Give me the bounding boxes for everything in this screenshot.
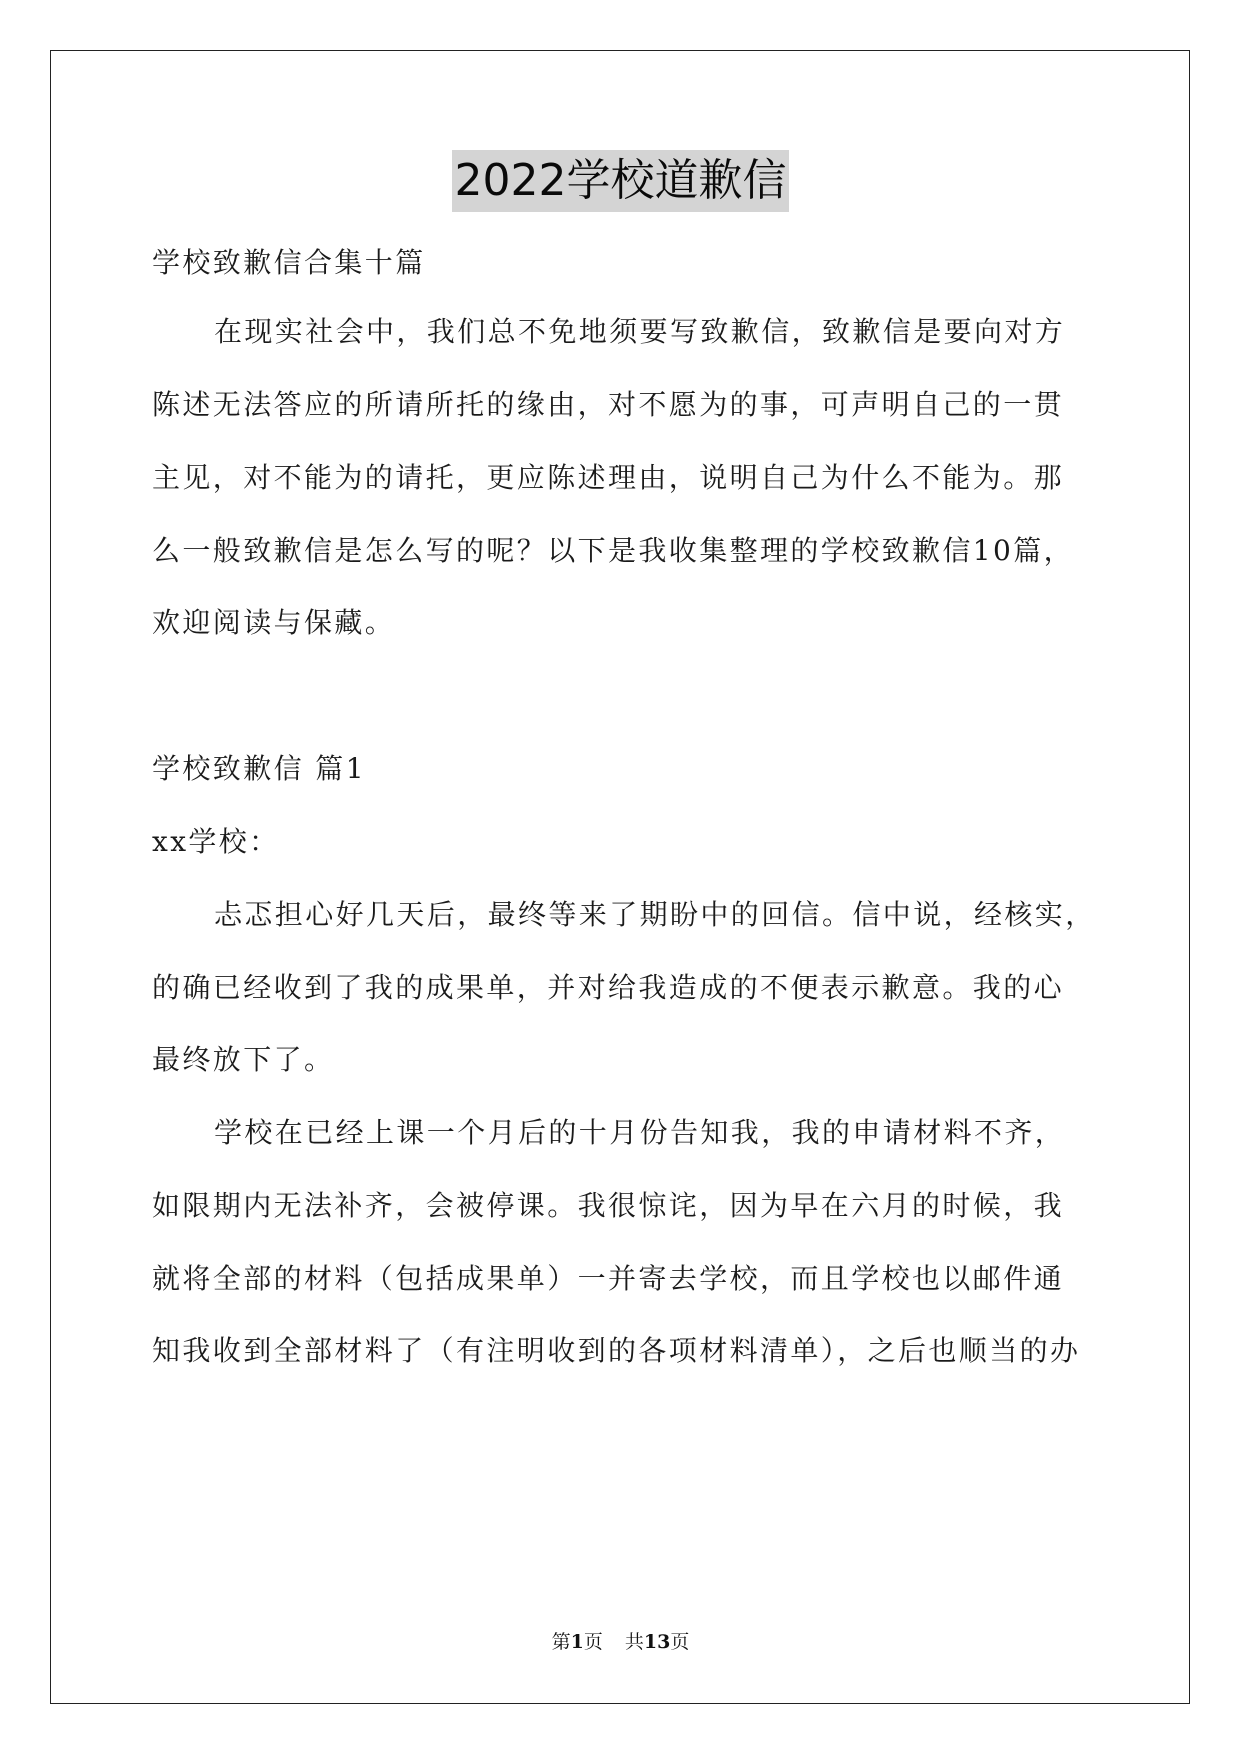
paragraph-line: 知我收到全部材料了（有注明收到的各项材料清单），之后也顺当的办 — [152, 1334, 1081, 1367]
intro-line: 么一般致歉信是怎么写的呢？以下是我收集整理的学校致歉信10篇， — [152, 534, 1075, 567]
intro-line: 欢迎阅读与保藏。 — [152, 606, 396, 639]
page-footer — [0, 1630, 1241, 1654]
document-title: 2022学校道歉信 — [452, 150, 790, 212]
salutation: xx学校： — [152, 825, 280, 858]
paragraph-line: 学校在已经上课一个月后的十月份告知我，我的申请材料不齐， — [214, 1116, 1066, 1149]
page-number: 1 — [570, 1631, 584, 1653]
total-prefix: 共 — [624, 1631, 644, 1653]
page-border — [50, 50, 1190, 1704]
paragraph-line: 如限期内无法补齐，会被停课。我很惊诧，因为早在六月的时候，我 — [152, 1189, 1065, 1222]
paragraph-line: 最终放下了。 — [152, 1043, 335, 1076]
total-suffix: 页 — [670, 1631, 690, 1653]
intro-line: 在现实社会中，我们总不免地须要写致歉信，致歉信是要向对方 — [214, 315, 1066, 348]
total-pages: 13 — [643, 1631, 671, 1653]
page-suffix: 页 — [583, 1631, 603, 1653]
page-prefix: 第 — [551, 1631, 571, 1653]
paragraph-line: 就将全部的材料（包括成果单）一并寄去学校，而且学校也以邮件通 — [152, 1262, 1065, 1295]
paragraph-line: 忐忑担心好几天后，最终等来了期盼中的回信。信中说，经核实， — [214, 898, 1096, 931]
intro-line: 陈述无法答应的所请所托的缘由，对不愿为的事，可声明自己的一贯 — [152, 388, 1065, 421]
document-subtitle: 学校致歉信合集十篇 — [152, 246, 426, 279]
paragraph-line: 的确已经收到了我的成果单，并对给我造成的不便表示歉意。我的心 — [152, 971, 1065, 1004]
title-wrap — [0, 150, 1241, 212]
section-heading: 学校致歉信 篇1 — [152, 752, 366, 785]
intro-line: 主见，对不能为的请托，更应陈述理由，说明自己为什么不能为。那 — [152, 461, 1065, 494]
